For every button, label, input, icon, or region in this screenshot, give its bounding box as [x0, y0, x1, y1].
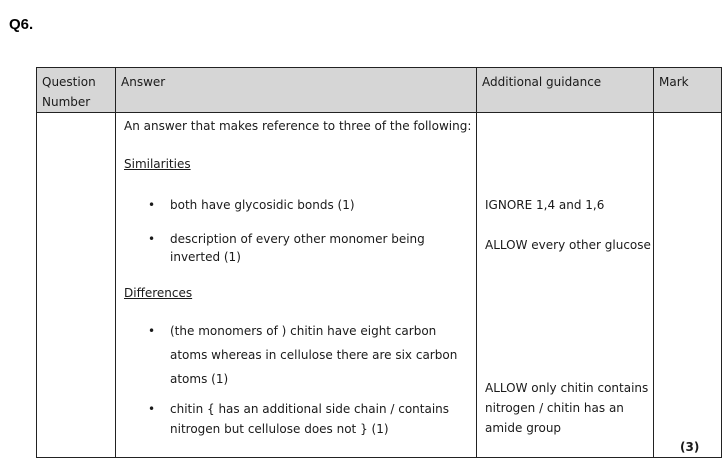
differences-heading: Differences — [124, 286, 193, 300]
question-number-cell — [37, 113, 116, 458]
guidance-2: ALLOW every other glucose — [485, 238, 651, 252]
mark-value: (3) — [680, 440, 700, 454]
list-item — [148, 399, 460, 439]
header-question-number: Question Number — [37, 68, 116, 113]
similarities-heading: Similarities — [124, 157, 191, 171]
header-guidance: Additional guidance — [477, 68, 654, 113]
guidance-1: IGNORE 1,4 and 1,6 — [485, 198, 605, 212]
table-header-row — [37, 68, 722, 113]
difference-2: chitin { has an additional side chain / contains nitrogen but cellulose does not } (1) — [170, 402, 450, 436]
guidance-3: ALLOW only chitin contains nitrogen / chitin has an amide group — [485, 381, 649, 435]
header-mark: Mark — [654, 68, 722, 113]
table-row — [37, 113, 722, 458]
difference-1: (the monomers of ) chitin have eight carbon atoms whereas in cellulose there are six carbon atoms (1) — [170, 324, 458, 386]
bullet-icon: • — [148, 198, 156, 212]
similarity-1: both have glycosidic bonds (1) — [170, 198, 355, 212]
question-label: Q6. — [9, 16, 34, 33]
list-item — [148, 195, 460, 215]
answer-cell — [116, 113, 477, 458]
mark-scheme-table — [36, 67, 722, 458]
guidance-cell — [477, 113, 654, 458]
header-answer: Answer — [116, 68, 477, 113]
mark-cell — [654, 113, 722, 458]
bullet-icon: • — [148, 402, 156, 416]
list-item — [148, 230, 425, 266]
bullet-icon: • — [148, 324, 156, 338]
bullet-icon: • — [148, 232, 156, 246]
similarity-2: description of every other monomer being inverted (1) — [170, 232, 425, 264]
answer-intro: An answer that makes reference to three of the following: — [124, 119, 472, 133]
list-item — [148, 319, 470, 391]
